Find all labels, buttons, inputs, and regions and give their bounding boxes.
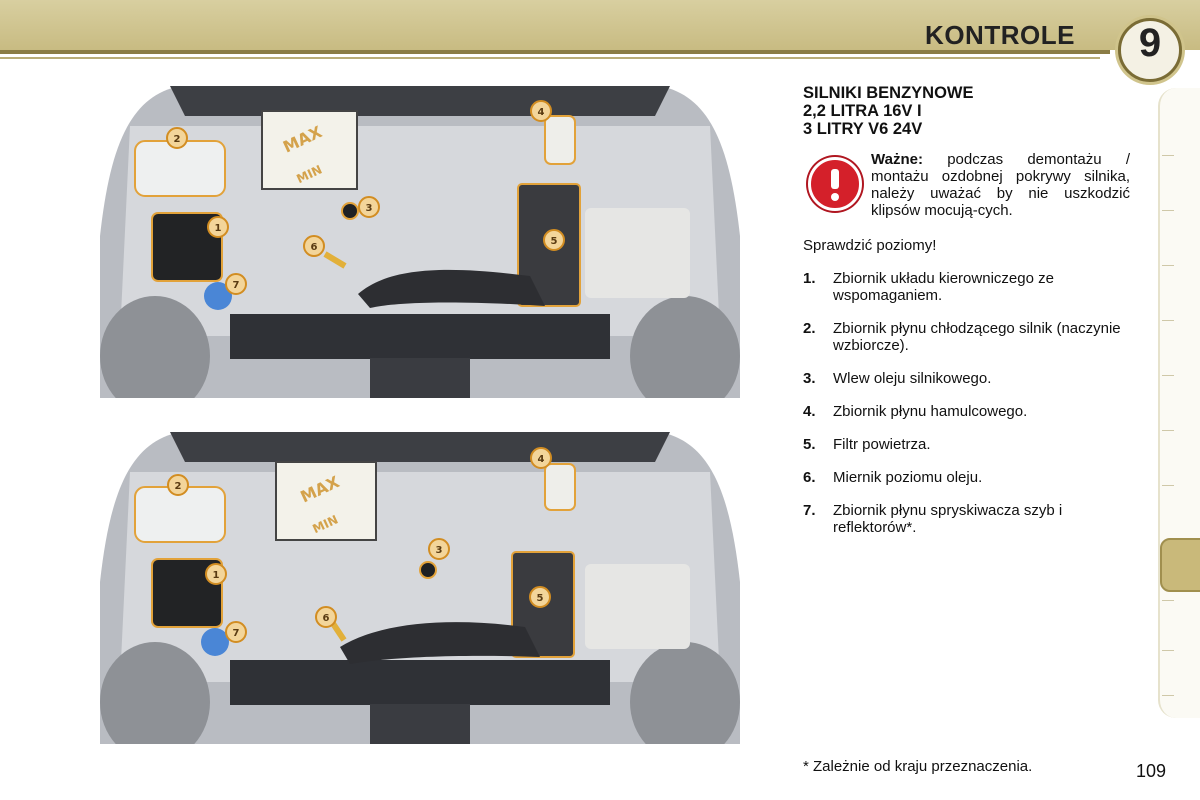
engine-title-line: SILNIKI BENZYNOWE — [803, 84, 974, 102]
callout-2: 2 — [173, 134, 181, 145]
legend-text: Zbiornik płynu spryskiwacza szyb i reflektorów*. — [833, 502, 1063, 536]
callout-5: 5 — [550, 236, 558, 247]
legend-text: Wlew oleju silnikowego. — [833, 370, 992, 387]
warning-icon — [808, 157, 862, 211]
legend-number: 6. — [803, 469, 816, 486]
engine-bay-figure-top — [100, 86, 740, 398]
note-label: Ważne: — [871, 151, 923, 168]
max-label: MAX — [279, 122, 325, 157]
chapter-number: 9 — [1138, 21, 1162, 65]
tab-divider — [1162, 265, 1174, 266]
legend-text: Zbiornik płynu hamulcowego. — [833, 403, 1028, 420]
min-label: MIN — [294, 162, 325, 187]
legend-text: Zbiornik układu kierowniczego ze wspomaganiem. — [833, 270, 1054, 304]
tab-divider — [1162, 375, 1174, 376]
legend-number: 2. — [803, 320, 816, 337]
callout-4: 4 — [537, 454, 545, 465]
engine-title — [803, 84, 1123, 138]
legend-number: 4. — [803, 403, 816, 420]
legend-item — [803, 320, 1133, 354]
chapter-tabs — [1158, 88, 1200, 718]
legend-number: 1. — [803, 270, 816, 287]
legend-item — [803, 370, 1133, 387]
legend-text: Zbiornik płynu chłodzącego silnik (naczynie wzbiorcze). — [833, 320, 1121, 354]
callout-3: 3 — [435, 545, 443, 556]
callout-1: 1 — [212, 570, 220, 581]
legend-item — [803, 270, 1133, 304]
callout-5: 5 — [536, 593, 544, 604]
header-rule-thin — [0, 57, 1100, 59]
legend-item — [803, 436, 1133, 453]
page-number: 109 — [1136, 761, 1167, 781]
legend-text: Filtr powietrza. — [833, 436, 931, 453]
tab-divider — [1162, 600, 1174, 601]
legend-item — [803, 403, 1133, 420]
engine-bay-figure-bottom — [100, 432, 740, 744]
footnote: * Zależnie od kraju przeznaczenia. — [803, 758, 1033, 775]
chapter-badge[interactable] — [1118, 18, 1182, 82]
legend-number: 7. — [803, 502, 816, 519]
tab-divider — [1162, 210, 1174, 211]
legend-item — [803, 502, 1133, 536]
engine-title-line: 3 LITRY V6 24V — [803, 120, 923, 138]
check-levels-text: Sprawdzić poziomy! — [803, 237, 937, 254]
important-note — [871, 151, 1130, 219]
tab-divider — [1162, 485, 1174, 486]
legend-number: 3. — [803, 370, 816, 387]
tab-divider — [1162, 155, 1174, 156]
callout-4: 4 — [537, 107, 545, 118]
engine-title-line: 2,2 LITRA 16V I — [803, 102, 922, 120]
tab-chapter-9[interactable] — [1160, 538, 1200, 592]
callout-3: 3 — [365, 203, 373, 214]
callout-2: 2 — [174, 481, 182, 492]
tab-divider — [1162, 650, 1174, 651]
tab-divider — [1162, 430, 1174, 431]
legend-text: Miernik poziomu oleju. — [833, 469, 983, 486]
legend-list — [803, 270, 1133, 536]
section-title: KONTROLE — [925, 20, 1075, 50]
legend-item — [803, 469, 1133, 486]
callout-6: 6 — [322, 613, 330, 624]
callout-7: 7 — [232, 628, 240, 639]
tab-divider — [1162, 320, 1174, 321]
min-label: MIN — [310, 512, 341, 537]
max-label: MAX — [297, 472, 343, 507]
legend-number: 5. — [803, 436, 816, 453]
callout-6: 6 — [310, 242, 318, 253]
callout-1: 1 — [214, 223, 222, 234]
callout-7: 7 — [232, 280, 240, 291]
tab-divider — [1162, 695, 1174, 696]
note-body: podczas demontażu / montażu ozdobnej pokrywy silnika, należy uważać by nie uszkodzić klipsów mocują-cych. — [871, 151, 1130, 219]
